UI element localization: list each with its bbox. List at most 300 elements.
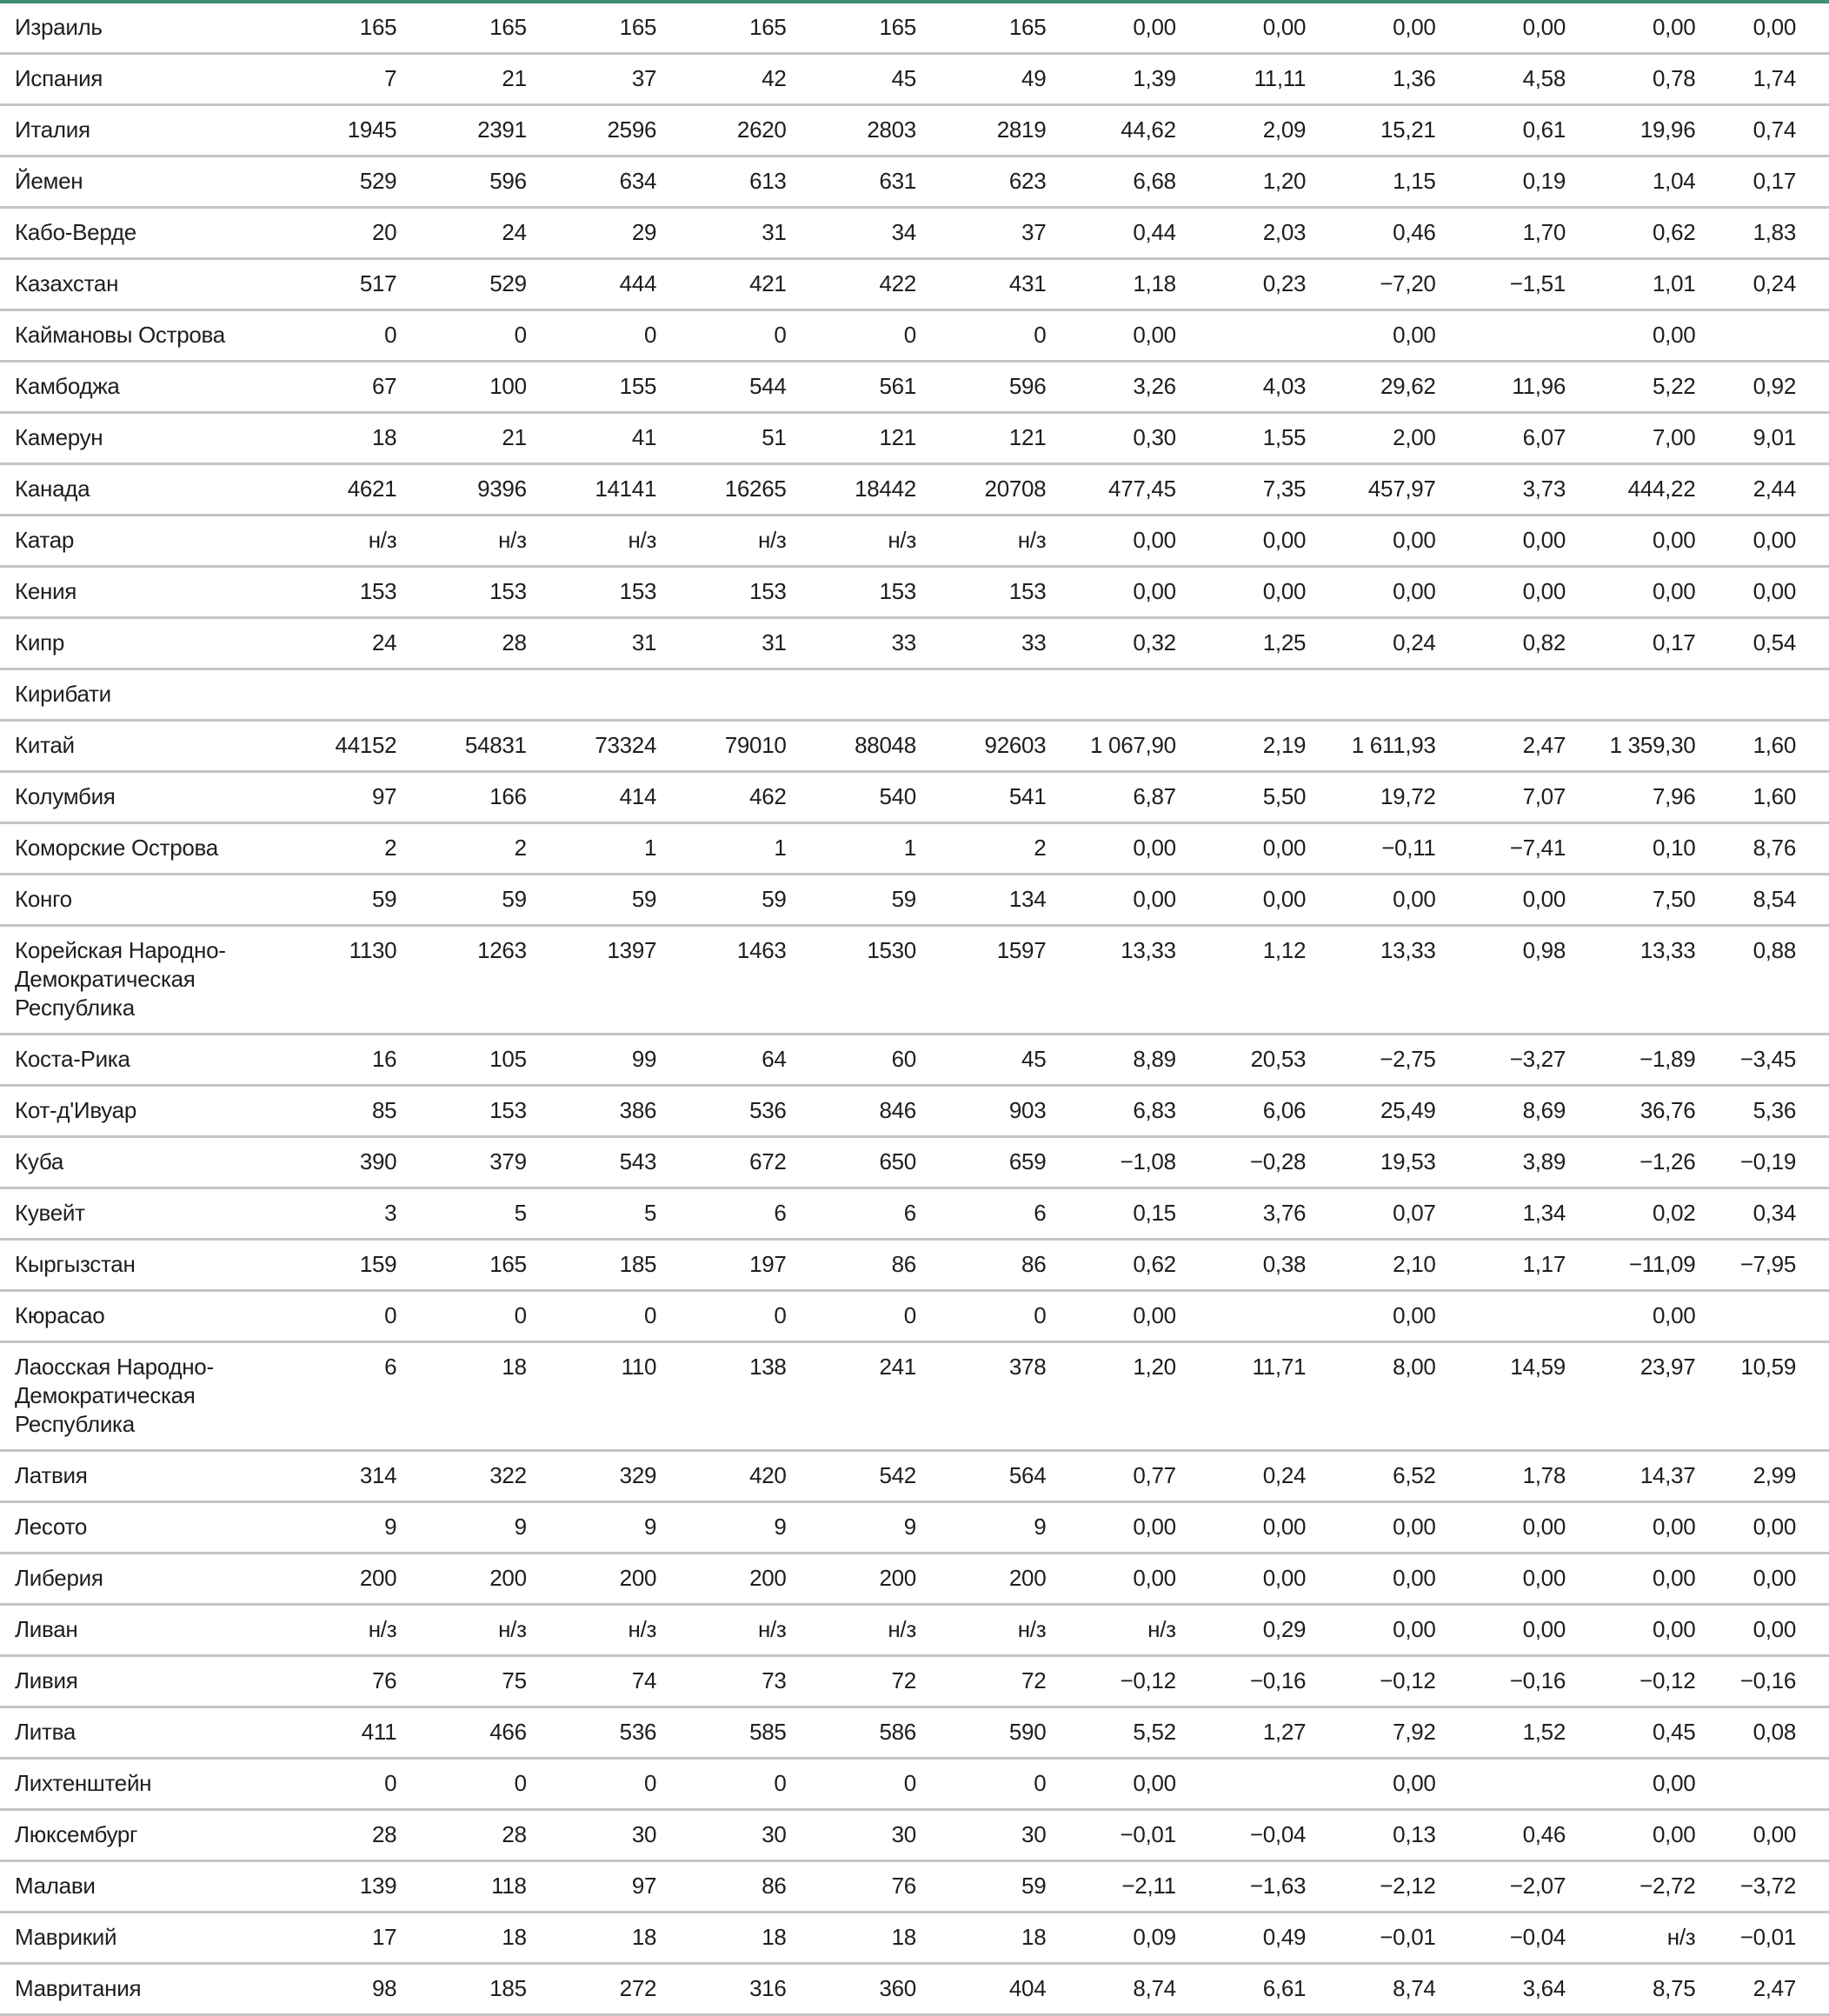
value-cell: 0,61 (1436, 105, 1566, 156)
value-cell: 6,06 (1176, 1086, 1306, 1137)
value-cell: 329 (527, 1451, 656, 1502)
value-cell: 139 (263, 1861, 396, 1913)
table-row (0, 54, 1829, 105)
table-row (0, 156, 1829, 208)
value-cell: 0,17 (1695, 156, 1829, 208)
value-cell: 0 (396, 310, 526, 362)
value-cell: 18 (527, 1913, 656, 1964)
value-cell: −2,12 (1306, 1861, 1435, 1913)
value-cell: 2 (396, 823, 526, 875)
country-name: Китай (0, 721, 263, 772)
country-name: Лихтенштейн (0, 1759, 263, 1810)
value-cell: 2620 (656, 105, 786, 156)
value-cell: 0,24 (1306, 618, 1435, 669)
value-cell: 5 (527, 1188, 656, 1240)
value-cell: 9 (787, 1502, 916, 1554)
value-cell: 5,50 (1176, 772, 1306, 823)
country-name: Испания (0, 54, 263, 105)
table-row (0, 1554, 1829, 1605)
value-cell: 165 (527, 3, 656, 54)
value-cell: 0,78 (1566, 54, 1695, 105)
value-cell: 1,60 (1695, 772, 1829, 823)
value-cell: 0,00 (1566, 1810, 1695, 1861)
value-cell: 41 (527, 413, 656, 464)
value-cell: 0 (263, 1759, 396, 1810)
value-cell: 672 (656, 1137, 786, 1188)
value-cell: 241 (787, 1342, 916, 1451)
value-cell: н/з (787, 516, 916, 567)
country-name: Латвия (0, 1451, 263, 1502)
value-cell (1436, 1759, 1566, 1810)
value-cell (1436, 1291, 1566, 1342)
value-cell: −1,08 (1046, 1137, 1175, 1188)
value-cell: 4,58 (1436, 54, 1566, 105)
value-cell: 6,61 (1176, 1964, 1306, 2015)
value-cell: 110 (527, 1342, 656, 1451)
value-cell: 18 (263, 413, 396, 464)
table-row (0, 310, 1829, 362)
value-cell: −7,95 (1695, 1240, 1829, 1291)
value-cell: 2,10 (1306, 1240, 1435, 1291)
value-cell: 97 (527, 1861, 656, 1913)
value-cell: 18 (396, 1342, 526, 1451)
value-cell: 42 (656, 54, 786, 105)
value-cell: 33 (787, 618, 916, 669)
value-cell (1176, 1291, 1306, 1342)
value-cell: 0,00 (1046, 1554, 1175, 1605)
country-name: Малави (0, 1861, 263, 1913)
value-cell: 0,00 (1046, 3, 1175, 54)
value-cell: н/з (1566, 1913, 1695, 1964)
value-cell: 1,18 (1046, 259, 1175, 310)
table-row (0, 1810, 1829, 1861)
table-row (0, 1502, 1829, 1554)
value-cell: −0,04 (1176, 1810, 1306, 1861)
value-cell: 0 (916, 310, 1046, 362)
value-cell: 166 (396, 772, 526, 823)
table-row (0, 772, 1829, 823)
value-cell: 561 (787, 362, 916, 413)
value-cell: 11,96 (1436, 362, 1566, 413)
value-cell: 0 (527, 1759, 656, 1810)
value-cell: 0,00 (1176, 1502, 1306, 1554)
table-row (0, 567, 1829, 618)
value-cell: 54831 (396, 721, 526, 772)
value-cell: 0,00 (1306, 1554, 1435, 1605)
value-cell: −2,75 (1306, 1035, 1435, 1086)
value-cell: 0,00 (1566, 3, 1695, 54)
country-name: Литва (0, 1707, 263, 1759)
value-cell: 13,33 (1306, 926, 1435, 1035)
value-cell: 2,44 (1695, 464, 1829, 516)
value-cell: 1 (787, 823, 916, 875)
value-cell: 0,00 (1176, 516, 1306, 567)
value-cell: 1 (527, 823, 656, 875)
value-cell: 2819 (916, 105, 1046, 156)
value-cell: 1,25 (1176, 618, 1306, 669)
value-cell: 360 (787, 1964, 916, 2015)
value-cell: 431 (916, 259, 1046, 310)
value-cell: 0,00 (1436, 1605, 1566, 1656)
value-cell: 1,78 (1436, 1451, 1566, 1502)
value-cell: −0,04 (1436, 1913, 1566, 1964)
value-cell: 544 (656, 362, 786, 413)
value-cell: 0,00 (1306, 516, 1435, 567)
value-cell: 404 (916, 1964, 1046, 2015)
table-row (0, 1342, 1829, 1451)
value-cell: 92603 (916, 721, 1046, 772)
value-cell: 1530 (787, 926, 916, 1035)
value-cell: 1,20 (1046, 1342, 1175, 1451)
value-cell (1176, 1759, 1306, 1810)
value-cell: 0,30 (1046, 413, 1175, 464)
value-cell: 7 (263, 54, 396, 105)
value-cell (263, 669, 396, 721)
country-name: Кипр (0, 618, 263, 669)
value-cell: 153 (263, 567, 396, 618)
value-cell: 0 (656, 1759, 786, 1810)
value-cell (1436, 669, 1566, 721)
value-cell: 379 (396, 1137, 526, 1188)
value-cell: 1597 (916, 926, 1046, 1035)
value-cell: −0,12 (1046, 1656, 1175, 1707)
value-cell: 2,47 (1695, 1964, 1829, 2015)
value-cell: −3,27 (1436, 1035, 1566, 1086)
value-cell: 650 (787, 1137, 916, 1188)
value-cell: 0 (916, 1759, 1046, 1810)
value-cell: 8,74 (1306, 1964, 1435, 2015)
value-cell: 0 (263, 310, 396, 362)
country-name: Лесото (0, 1502, 263, 1554)
value-cell: 17 (263, 1913, 396, 1964)
country-name: Кения (0, 567, 263, 618)
value-cell (787, 669, 916, 721)
value-cell: 7,00 (1566, 413, 1695, 464)
value-cell: 0,02 (1566, 1188, 1695, 1240)
table-row (0, 669, 1829, 721)
value-cell: 1 359,30 (1566, 721, 1695, 772)
value-cell: 165 (396, 1240, 526, 1291)
value-cell: 21 (396, 413, 526, 464)
value-cell: 0,74 (1695, 105, 1829, 156)
value-cell: 536 (656, 1086, 786, 1137)
value-cell: 0,32 (1046, 618, 1175, 669)
value-cell: 28 (396, 618, 526, 669)
value-cell: 0,62 (1046, 1240, 1175, 1291)
table-row (0, 464, 1829, 516)
value-cell: 9 (656, 1502, 786, 1554)
country-name: Корейская Народно-Демократическая Республика (0, 926, 263, 1035)
value-cell (527, 669, 656, 721)
value-cell: 200 (916, 1554, 1046, 1605)
value-cell: 3,89 (1436, 1137, 1566, 1188)
value-cell: 165 (656, 3, 786, 54)
value-cell: 0,00 (1566, 1291, 1695, 1342)
value-cell: 2,00 (1306, 413, 1435, 464)
value-cell: 421 (656, 259, 786, 310)
value-cell: 86 (916, 1240, 1046, 1291)
value-cell: 0 (527, 310, 656, 362)
value-cell: 0,00 (1566, 1605, 1695, 1656)
value-cell: 378 (916, 1342, 1046, 1451)
value-cell: 9396 (396, 464, 526, 516)
value-cell: 0,24 (1176, 1451, 1306, 1502)
country-name: Кот-д'Ивуар (0, 1086, 263, 1137)
value-cell: н/з (527, 1605, 656, 1656)
value-cell: 0,00 (1436, 3, 1566, 54)
value-cell: 6 (656, 1188, 786, 1240)
value-cell: 0,00 (1695, 516, 1829, 567)
country-name: Конго (0, 875, 263, 926)
value-cell: −0,19 (1695, 1137, 1829, 1188)
value-cell: 1,20 (1176, 156, 1306, 208)
value-cell: 20,53 (1176, 1035, 1306, 1086)
value-cell: 0,00 (1176, 875, 1306, 926)
value-cell: 9 (263, 1502, 396, 1554)
value-cell: 0,00 (1566, 1554, 1695, 1605)
value-cell: 31 (656, 208, 786, 259)
table-row (0, 875, 1829, 926)
table-row (0, 1451, 1829, 1502)
country-name: Казахстан (0, 259, 263, 310)
value-cell: 0,62 (1566, 208, 1695, 259)
country-name: Люксембург (0, 1810, 263, 1861)
value-cell: 517 (263, 259, 396, 310)
value-cell (1566, 669, 1695, 721)
value-cell: 0,00 (1306, 310, 1435, 362)
value-cell (1695, 669, 1829, 721)
table-row (0, 3, 1829, 54)
country-name: Камбоджа (0, 362, 263, 413)
value-cell (1046, 669, 1175, 721)
value-cell: 44,62 (1046, 105, 1175, 156)
value-cell: 1,01 (1566, 259, 1695, 310)
table-row (0, 105, 1829, 156)
value-cell: н/з (263, 1605, 396, 1656)
value-cell: 2 (263, 823, 396, 875)
table-row (0, 1291, 1829, 1342)
table-row (0, 1240, 1829, 1291)
value-cell: 903 (916, 1086, 1046, 1137)
value-cell: 21 (396, 54, 526, 105)
value-cell: 24 (396, 208, 526, 259)
value-cell: 72 (916, 1656, 1046, 1707)
value-cell: 3,64 (1436, 1964, 1566, 2015)
table-row (0, 208, 1829, 259)
value-cell: 153 (527, 567, 656, 618)
value-cell: 6,87 (1046, 772, 1175, 823)
country-name: Кирибати (0, 669, 263, 721)
value-cell: 585 (656, 1707, 786, 1759)
value-cell: 23,97 (1566, 1342, 1695, 1451)
value-cell: −0,16 (1436, 1656, 1566, 1707)
value-cell: 16265 (656, 464, 786, 516)
value-cell: 0,00 (1436, 875, 1566, 926)
value-cell: 25,49 (1306, 1086, 1435, 1137)
value-cell: 1,74 (1695, 54, 1829, 105)
value-cell: 0,00 (1306, 3, 1435, 54)
value-cell: 51 (656, 413, 786, 464)
value-cell: −2,11 (1046, 1861, 1175, 1913)
value-cell: 45 (787, 54, 916, 105)
table-row (0, 362, 1829, 413)
value-cell: 73324 (527, 721, 656, 772)
value-cell (1176, 669, 1306, 721)
country-name: Либерия (0, 1554, 263, 1605)
value-cell: 2,19 (1176, 721, 1306, 772)
value-cell: 420 (656, 1451, 786, 1502)
value-cell: 4621 (263, 464, 396, 516)
value-cell: н/з (527, 516, 656, 567)
value-cell: 59 (263, 875, 396, 926)
value-cell: 2803 (787, 105, 916, 156)
value-cell: 0,00 (1436, 567, 1566, 618)
country-name: Лаосская Народно-Демократическая Республика (0, 1342, 263, 1451)
value-cell: 1,60 (1695, 721, 1829, 772)
table-row (0, 259, 1829, 310)
value-cell: 200 (787, 1554, 916, 1605)
value-cell: 0,00 (1046, 1759, 1175, 1810)
value-cell: 37 (916, 208, 1046, 259)
country-name: Италия (0, 105, 263, 156)
value-cell: −2,72 (1566, 1861, 1695, 1913)
value-cell: 200 (656, 1554, 786, 1605)
value-cell (1176, 310, 1306, 362)
value-cell: 185 (396, 1964, 526, 2015)
value-cell: −1,89 (1566, 1035, 1695, 1086)
table-row (0, 1605, 1829, 1656)
value-cell: 0,49 (1176, 1913, 1306, 1964)
value-cell: 0,88 (1695, 926, 1829, 1035)
value-cell: 0 (787, 1759, 916, 1810)
value-cell: 0,00 (1176, 823, 1306, 875)
value-cell: 0 (527, 1291, 656, 1342)
value-cell: 28 (396, 1810, 526, 1861)
table-row (0, 823, 1829, 875)
value-cell: 4,03 (1176, 362, 1306, 413)
country-name: Кабо-Верде (0, 208, 263, 259)
value-cell: 0,00 (1566, 1759, 1695, 1810)
value-cell: 200 (527, 1554, 656, 1605)
value-cell: 386 (527, 1086, 656, 1137)
value-cell: 659 (916, 1137, 1046, 1188)
value-cell: 1463 (656, 926, 786, 1035)
value-cell: 8,69 (1436, 1086, 1566, 1137)
value-cell: 73 (656, 1656, 786, 1707)
value-cell: 0,00 (1436, 516, 1566, 567)
value-cell: 631 (787, 156, 916, 208)
value-cell: 13,33 (1046, 926, 1175, 1035)
value-cell: 2 (916, 823, 1046, 875)
value-cell (1695, 1291, 1829, 1342)
table-row (0, 1964, 1829, 2015)
value-cell: 0,00 (1176, 567, 1306, 618)
value-cell (1436, 310, 1566, 362)
value-cell: 529 (396, 259, 526, 310)
value-cell: 59 (396, 875, 526, 926)
value-cell: −0,16 (1176, 1656, 1306, 1707)
value-cell: −7,41 (1436, 823, 1566, 875)
value-cell: 24 (263, 618, 396, 669)
value-cell: 623 (916, 156, 1046, 208)
value-cell: 153 (656, 567, 786, 618)
value-cell: 1 067,90 (1046, 721, 1175, 772)
value-cell: −7,20 (1306, 259, 1435, 310)
value-cell (1695, 1759, 1829, 1810)
table-body (0, 3, 1829, 2015)
value-cell: 19,72 (1306, 772, 1435, 823)
value-cell: 1,39 (1046, 54, 1175, 105)
value-cell: 586 (787, 1707, 916, 1759)
value-cell: 49 (916, 54, 1046, 105)
value-cell: 9 (396, 1502, 526, 1554)
value-cell: 8,76 (1695, 823, 1829, 875)
value-cell: 2,99 (1695, 1451, 1829, 1502)
value-cell: 18442 (787, 464, 916, 516)
value-cell: 121 (916, 413, 1046, 464)
table-row (0, 1086, 1829, 1137)
value-cell: 0,00 (1436, 1554, 1566, 1605)
value-cell: 0,00 (1046, 310, 1175, 362)
value-cell: 165 (263, 3, 396, 54)
value-cell: 6,07 (1436, 413, 1566, 464)
table-row (0, 1707, 1829, 1759)
value-cell: 7,35 (1176, 464, 1306, 516)
value-cell: 0,00 (1046, 1502, 1175, 1554)
value-cell: 8,00 (1306, 1342, 1435, 1451)
value-cell: 0,00 (1436, 1502, 1566, 1554)
value-cell: 0,00 (1695, 1810, 1829, 1861)
value-cell: 444 (527, 259, 656, 310)
value-cell: 76 (787, 1861, 916, 1913)
value-cell: 29 (527, 208, 656, 259)
value-cell: 0,00 (1306, 1605, 1435, 1656)
value-cell: 30 (787, 1810, 916, 1861)
value-cell: 1,55 (1176, 413, 1306, 464)
value-cell: 9 (527, 1502, 656, 1554)
value-cell: −0,16 (1695, 1656, 1829, 1707)
value-cell: 0,00 (1306, 1291, 1435, 1342)
value-cell: 0,09 (1046, 1913, 1175, 1964)
value-cell: 8,75 (1566, 1964, 1695, 2015)
value-cell: 18 (656, 1913, 786, 1964)
value-cell: 59 (787, 875, 916, 926)
value-cell: 64 (656, 1035, 786, 1086)
value-cell: 59 (527, 875, 656, 926)
value-cell: 153 (396, 567, 526, 618)
value-cell: н/з (396, 516, 526, 567)
value-cell: 30 (916, 1810, 1046, 1861)
value-cell: 0 (787, 1291, 916, 1342)
country-name: Кыргызстан (0, 1240, 263, 1291)
country-name: Мавритания (0, 1964, 263, 2015)
value-cell: 18 (916, 1913, 1046, 1964)
value-cell: 0,19 (1436, 156, 1566, 208)
country-name: Ливия (0, 1656, 263, 1707)
value-cell: н/з (916, 516, 1046, 567)
table-row (0, 1913, 1829, 1964)
value-cell: 5,36 (1695, 1086, 1829, 1137)
value-cell: 2,09 (1176, 105, 1306, 156)
value-cell (656, 669, 786, 721)
value-cell: 0,45 (1566, 1707, 1695, 1759)
value-cell: 1397 (527, 926, 656, 1035)
value-cell: 13,33 (1566, 926, 1695, 1035)
value-cell: 14,59 (1436, 1342, 1566, 1451)
value-cell: 1,70 (1436, 208, 1566, 259)
value-cell: 0 (396, 1291, 526, 1342)
value-cell: 462 (656, 772, 786, 823)
